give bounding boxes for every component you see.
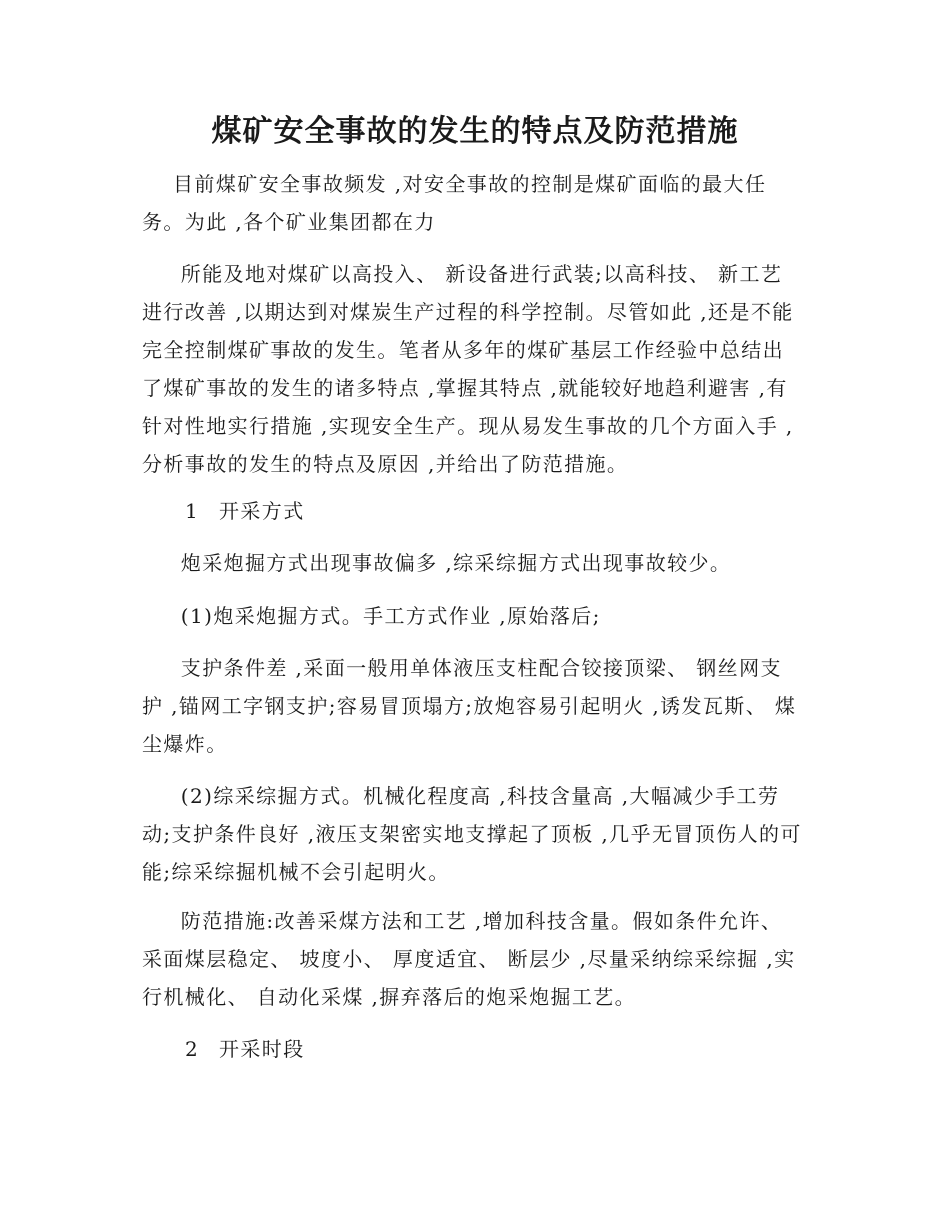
paragraph-mechanized-method: (2)综采综掘方式。机械化程度高 ,科技含量高 ,大幅减少手工劳动;支护条件良好 ,液压支架密实地支撑起了顶板 ,几乎无冒顶伤人的可能;综采综掘机械不会引起明火。 <box>142 784 802 884</box>
section-heading-2 <box>185 1030 305 1068</box>
paragraph-support-conditions: 支护条件差 ,采面一般用单体液压支柱配合铰接顶梁、 钢丝网支护 ,锚网工字钢支护;容易冒顶塌方;放炮容易引起明火 ,诱发瓦斯、 煤尘爆炸。 <box>142 656 797 756</box>
paragraph-prevention-measures: 防范措施:改善采煤方法和工艺 ,增加科技含量。假如条件允许、 采面煤层稳定、 坡度小、 厚度适宜、 断层少 ,尽量采纳综采综掘 ,实行机械化、 自动化采煤 ,摒弃落后的炮采炮掘工艺。 <box>142 909 796 1009</box>
section-title: 开采方式 <box>219 499 305 523</box>
section-number: 2 <box>185 1037 200 1061</box>
section-title: 开采时段 <box>219 1037 305 1061</box>
paragraph-background: 所能及地对煤矿以高投入、 新设备进行武装;以高科技、 新工艺进行改善 ,以期达到对煤炭生产过程的科学控制。尽管如此 ,还是不能完全控制煤矿事故的发生。笔者从多年的煤矿基层工作经验中总结出了煤矿事故的发生的诸多特点 ,掌握其特点 ,就能较好地趋利避害 ,有针对性地实行措施 ,实现安全生产。现从易发生事故的几个方面入手 ,分析事故的发生的特点及原因 ,并给出了防范措施。 <box>142 262 794 476</box>
section-number: 1 <box>185 499 200 523</box>
paragraph-blasting-method: (1)炮采炮掘方式。手工方式作业 ,原始落后; <box>142 604 601 628</box>
section-heading-1 <box>185 492 305 530</box>
document-title: 煤矿安全事故的发生的特点及防范措施 <box>211 114 739 149</box>
paragraph-intro: 目前煤矿安全事故频发 ,对安全事故的控制是煤矿面临的最大任务。为此 ,各个矿业集团都在力 <box>142 172 767 234</box>
paragraph-method-summary: 炮采炮掘方式出现事故偏多 ,综采综掘方式出现事故较少。 <box>142 551 732 575</box>
